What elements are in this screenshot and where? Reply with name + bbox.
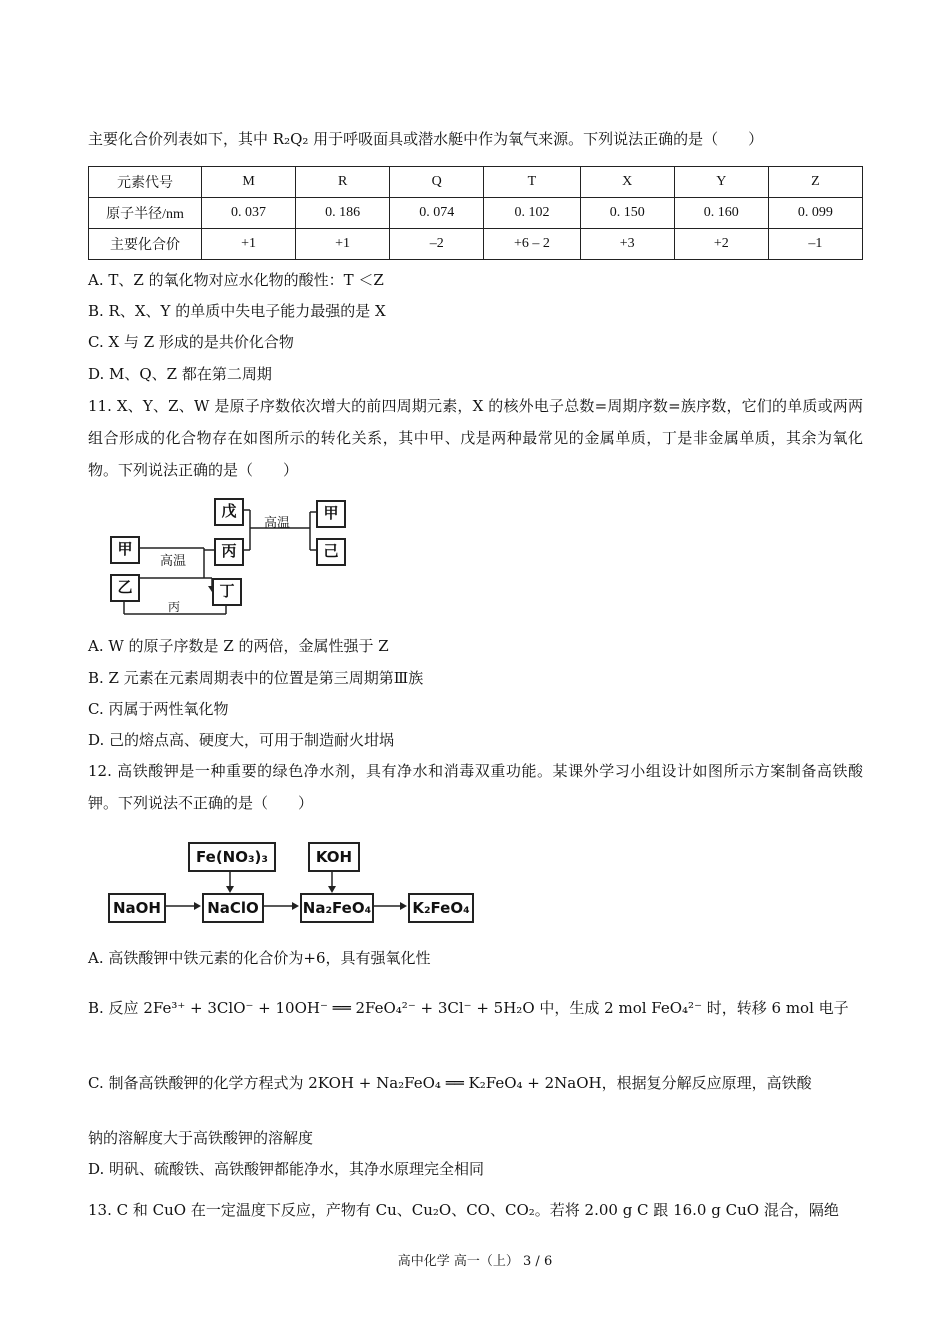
q10-option-d: D. M、Q、Z 都在第二周期: [88, 365, 272, 383]
q10-option-b: B. R、X、Y 的单质中失电子能力最强的是 X: [88, 302, 386, 320]
table-cell: +1: [296, 229, 390, 260]
node-bing: 丙: [214, 538, 244, 566]
label-high-temp: 高温: [160, 554, 187, 569]
q11-diagram: [100, 490, 360, 620]
q12-option-d: D. 明矾、硫酸铁、高铁酸钾都能净水，其净水原理完全相同: [88, 1160, 485, 1178]
element-table: [88, 166, 863, 260]
table-cell: 0. 099: [768, 198, 862, 229]
table-cell: 0. 150: [580, 198, 674, 229]
q11-option-a: A. W 的原子序数是 Z 的两倍，金属性强于 Z: [88, 637, 389, 655]
table-cell: 元素代号: [89, 167, 202, 198]
q11-stem: 11. X、Y、Z、W 是原子序数依次增大的前四周期元素，X 的核外电子总数=周期序数=族序数，它们的单质或两两组合形成的化合物存在如图所示的转化关系，其中甲、戊是两种最常见的金属单质，丁是非金属单质，其余为氧化物。下列说法正确的是（ ）: [88, 397, 863, 479]
node-jia-product: 甲: [316, 500, 346, 528]
table-cell: Z: [768, 167, 862, 198]
flow-k2feo4: K₂FeO₄: [408, 893, 474, 923]
node-yi: 乙: [110, 574, 140, 602]
q12-flow-diagram: [104, 838, 484, 928]
table-cell: Y: [674, 167, 768, 198]
table-cell: –1: [768, 229, 862, 260]
page-footer: 高中化学 高一（上） 3 / 6: [397, 1254, 553, 1269]
table-cell: 原子半径/nm: [89, 198, 202, 229]
table-cell: 0. 102: [484, 198, 580, 229]
table-cell: +6 – 2: [484, 229, 580, 260]
table-row: [89, 229, 863, 260]
table-cell: 0. 160: [674, 198, 768, 229]
flow-naclo: NaClO: [202, 893, 264, 923]
table-row: [89, 167, 863, 198]
q12-option-b: B. 反应 2Fe³⁺ + 3ClO⁻ + 10OH⁻ ══ 2FeO₄²⁻ + 3Cl⁻ + 5H₂O 中，生成 2 mol FeO₄²⁻ 时，转移 6 mol 电子: [88, 999, 849, 1017]
q10-option-c: C. X 与 Z 形成的是共价化合物: [88, 333, 294, 351]
table-cell: –2: [390, 229, 484, 260]
flow-na2feo4: Na₂FeO₄: [300, 893, 374, 923]
q11-option-b: B. Z 元素在元素周期表中的位置是第三周期第Ⅲ族: [88, 669, 424, 687]
q12-option-a: A. 高铁酸钾中铁元素的化合价为+6，具有强氧化性: [88, 949, 431, 967]
table-cell: +3: [580, 229, 674, 260]
table-row: [89, 198, 863, 229]
table-cell: +1: [202, 229, 296, 260]
table-cell: 0. 074: [390, 198, 484, 229]
table-cell: X: [580, 167, 674, 198]
q12-option-c-cont: 钠的溶解度大于高铁酸钾的溶解度: [88, 1129, 314, 1147]
q10-intro: 主要化合价列表如下，其中 R₂Q₂ 用于呼吸面具或潜水艇中作为氧气来源。下列说法正确的是（ ）: [88, 130, 764, 148]
table-cell: Q: [390, 167, 484, 198]
node-wu: 戊: [214, 498, 244, 526]
q11-option-d: D. 己的熔点高、硬度大，可用于制造耐火坩埚: [88, 731, 395, 749]
node-ji: 己: [316, 538, 346, 566]
flow-naoh: NaOH: [108, 893, 166, 923]
node-jia: 甲: [110, 536, 140, 564]
q13-stem: 13. C 和 CuO 在一定温度下反应，产物有 Cu、Cu₂O、CO、CO₂。若将 2.00 g C 跟 16.0 g CuO 混合，隔绝: [88, 1201, 839, 1219]
label-bing: 丙: [168, 600, 181, 614]
table-cell: 0. 037: [202, 198, 296, 229]
flow-koh: KOH: [308, 842, 360, 872]
flow-fe-no3: Fe(NO₃)₃: [188, 842, 276, 872]
label-high-temp: 高温: [264, 516, 291, 531]
node-ding: 丁: [212, 578, 242, 606]
table-cell: T: [484, 167, 580, 198]
table-cell: +2: [674, 229, 768, 260]
table-cell: M: [202, 167, 296, 198]
table-cell: 0. 186: [296, 198, 390, 229]
q12-stem: 12. 高铁酸钾是一种重要的绿色净水剂，具有净水和消毒双重功能。某课外学习小组设计如图所示方案制备高铁酸钾。下列说法不正确的是（ ）: [88, 762, 863, 812]
q12-option-c: C. 制备高铁酸钾的化学方程式为 2KOH + Na₂FeO₄ ══ K₂FeO₄ + 2NaOH，根据复分解反应原理，高铁酸: [88, 1074, 812, 1092]
q10-option-a: A. T、Z 的氧化物对应水化物的酸性：T ＜Z: [88, 271, 384, 289]
q11-option-c: C. 丙属于两性氧化物: [88, 700, 229, 718]
table-cell: 主要化合价: [89, 229, 202, 260]
table-cell: R: [296, 167, 390, 198]
